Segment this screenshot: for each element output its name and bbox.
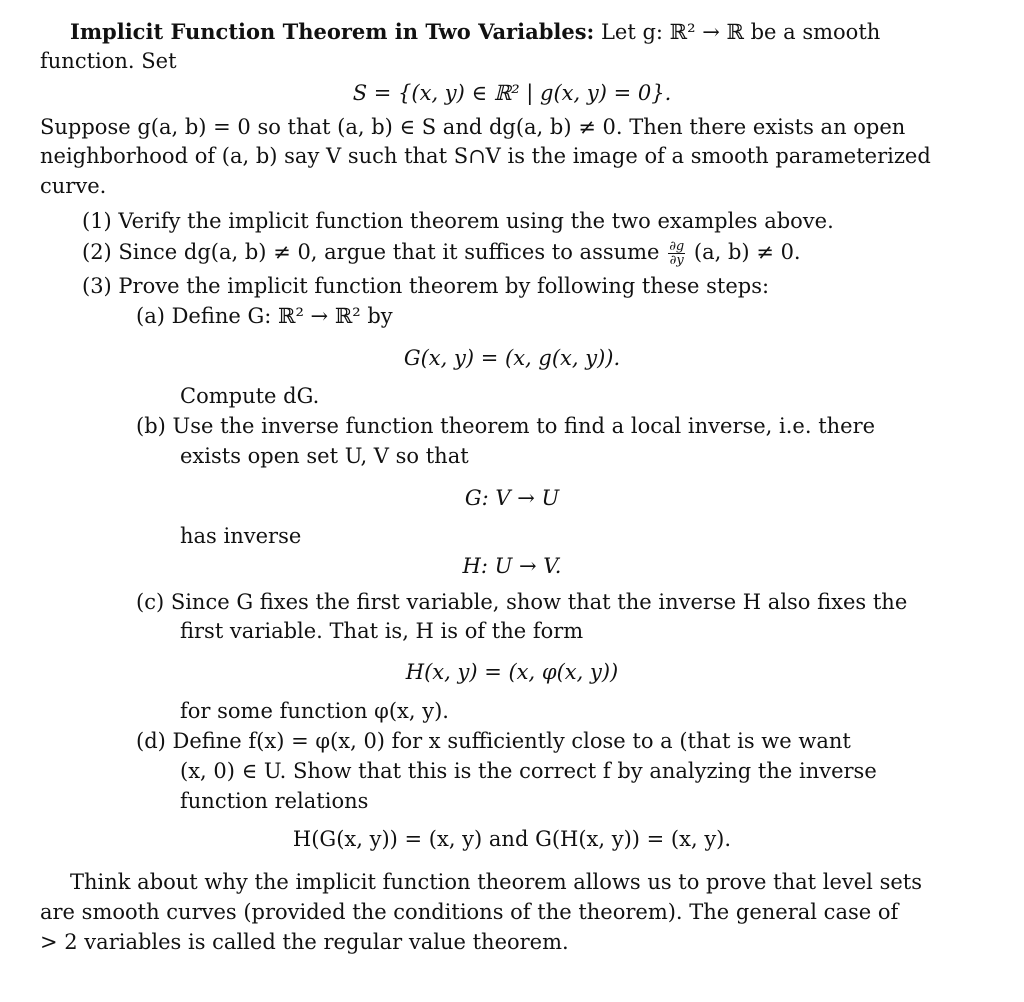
step-a-equation: G(x, y) = (x, g(x, y)). [403, 346, 621, 370]
item-3: (3) Prove the implicit function theorem by following these steps: [82, 274, 770, 298]
step-c-equation: H(x, y) = (x, φ(x, y)) [405, 660, 619, 684]
step-d-line-1: (d) Define f(x) = φ(x, 0) for x sufficiently close to a (that is we want [136, 729, 851, 753]
theorem-title: Implicit Function Theorem in Two Variables: [70, 19, 595, 44]
step-d-line-2: (x, 0) ∈ U. Show that this is the correct f by analyzing the inverse [180, 759, 877, 783]
step-d-equation: H(G(x, y)) = (x, y) and G(H(x, y)) = (x, y). [292, 827, 732, 851]
item-2-text: (2) Since dg(a, b) ≠ 0, argue that it suffices to assume [82, 240, 660, 264]
step-b-equation-1: G: V → U [464, 486, 560, 510]
step-b-line-2: exists open set U, V so that [180, 444, 469, 468]
set-definition: S = {(x, y) ∈ ℝ² | g(x, y) = 0}. [352, 81, 672, 105]
closing-line-1: Think about why the implicit function theorem allows us to prove that level sets [70, 870, 922, 894]
step-b-line-1: (b) Use the inverse function theorem to find a local inverse, i.e. there [136, 414, 876, 438]
step-c-line-3: for some function φ(x, y). [180, 699, 449, 723]
closing-line-2: are smooth curves (provided the conditions of the theorem). The general case of [40, 900, 899, 924]
theorem-line-2: function. Set [40, 49, 177, 73]
step-a-compute: Compute dG. [180, 384, 320, 408]
step-b-has-inverse: has inverse [180, 524, 302, 548]
step-c-line-1: (c) Since G fixes the first variable, show that the inverse H also fixes the [136, 590, 908, 614]
suppose-line-2: neighborhood of (a, b) say V such that S∩V is the image of a smooth parameterized [40, 144, 931, 168]
suppose-line-1: Suppose g(a, b) = 0 so that (a, b) ∈ S and dg(a, b) ≠ 0. Then there exists an open [40, 115, 906, 139]
item-1: (1) Verify the implicit function theorem using the two examples above. [82, 209, 834, 233]
item-2-tail: (a, b) ≠ 0. [693, 240, 801, 264]
step-d-line-3: function relations [180, 789, 369, 813]
fraction-denominator: ∂y [669, 253, 684, 268]
closing-line-3: > 2 variables is called the regular value theorem. [40, 930, 569, 954]
fraction-numerator: ∂g [669, 239, 685, 254]
suppose-line-3: curve. [40, 174, 107, 198]
step-b-equation-2: H: U → V. [462, 554, 562, 578]
theorem-intro: Let g: ℝ² → ℝ be a smooth [600, 20, 881, 44]
item-2 [82, 238, 982, 267]
step-a-text: (a) Define G: ℝ² → ℝ² by [136, 304, 393, 328]
partial-derivative-fraction [668, 240, 685, 267]
theorem-line-1 [70, 18, 970, 46]
step-c-line-2: first variable. That is, H is of the form [180, 619, 584, 643]
